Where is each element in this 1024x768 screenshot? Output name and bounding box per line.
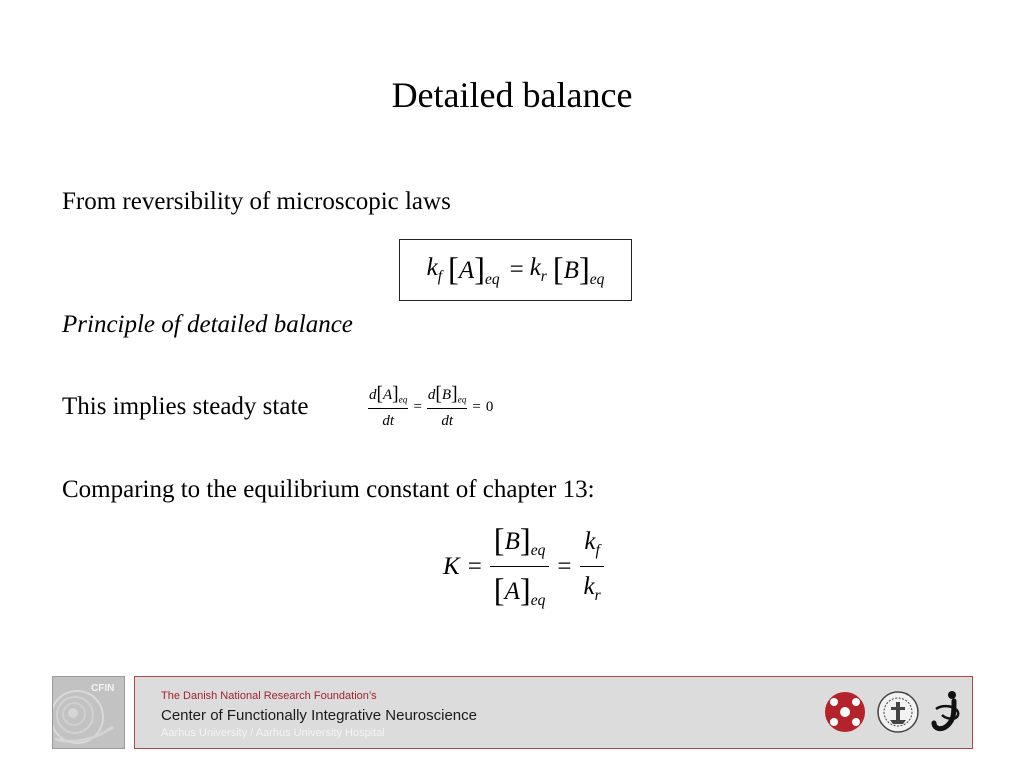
- equals-sign: =: [557, 552, 572, 580]
- steady-state-equation: [368, 384, 493, 430]
- cfin-logo: [52, 676, 125, 749]
- university-seal-icon: [876, 690, 920, 734]
- equals-sign: =: [413, 398, 422, 415]
- principle-text: Principle of detailed balance: [62, 311, 353, 338]
- steady-state-text: This implies steady state: [62, 393, 309, 420]
- equals-sign: =: [509, 256, 524, 283]
- foundation-text: The Danish National Research Foundation’s: [161, 690, 377, 702]
- detailed-balance-equation-box: [399, 239, 632, 301]
- dB-dt-fraction: $\frac{d[B]_{eq}}{dt}$: [427, 384, 467, 429]
- kf-over-kr-fraction: $\frac{k_f}{k_r}$: [579, 528, 604, 605]
- B-over-A-fraction: $\frac{[B]_{eq}}{[A]_{eq}}$: [490, 523, 550, 610]
- center-name-text: Center of Functionally Integrative Neuroscience: [161, 707, 477, 724]
- equilibrium-constant-equation: [443, 523, 605, 610]
- conc-A-eq: $[A]_{eq}$: [448, 251, 500, 288]
- cfin-logo-text: CFIN: [91, 683, 115, 694]
- comparing-text: Comparing to the equilibrium constant of chapter 13:: [62, 476, 595, 503]
- university-text: Aarhus University / Aarhus University Hospital: [161, 727, 385, 739]
- dA-dt-fraction: $\frac{d[A]_{eq}}{dt}$: [369, 384, 408, 429]
- K-symbol: K: [443, 552, 460, 580]
- kr-symbol: $k_r$: [529, 254, 547, 285]
- kf-symbol: $k_f$: [426, 254, 442, 285]
- conc-B-eq: $[B]_{eq}$: [552, 251, 605, 288]
- red-flower-logo-icon: [822, 689, 868, 735]
- reversibility-text: From reversibility of microscopic laws: [62, 188, 451, 215]
- equals-sign: =: [467, 552, 482, 580]
- equals-sign: =: [472, 398, 481, 415]
- zero-value: 0: [485, 398, 494, 415]
- slide-title: Detailed balance: [391, 75, 633, 115]
- hospital-symbol-icon: [928, 689, 964, 735]
- partner-logos: [822, 687, 964, 737]
- footer: [52, 676, 973, 749]
- organization-bar: [134, 676, 973, 749]
